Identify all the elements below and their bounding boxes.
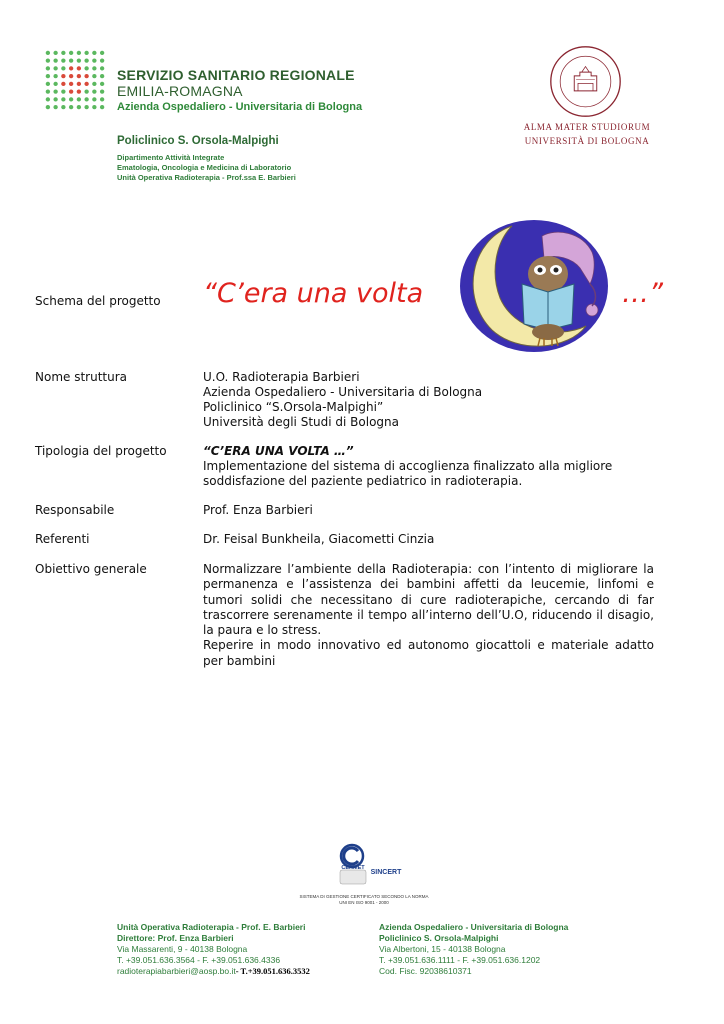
schema-label: Schema del progetto: [35, 294, 161, 308]
logo-dot: [100, 74, 104, 78]
ssr-dot-logo: [44, 49, 106, 111]
obiettivo-paragraph-2: Reperire in modo innovativo ed autonomo giocattoli e materiale adatto per bambini: [203, 638, 654, 668]
policlinico-name: Policlinico S. Orsola-Malpighi: [117, 135, 279, 147]
ssr-title: SERVIZIO SANITARIO REGIONALE: [117, 67, 355, 83]
logo-dot: [100, 82, 104, 86]
logo-dot: [46, 51, 50, 55]
logo-dot: [53, 58, 57, 62]
sincert-label: SINCERT: [370, 869, 402, 876]
responsabile-value: [203, 503, 313, 518]
footer-left: [117, 922, 310, 977]
logo-dot: [92, 89, 96, 93]
row-label: Referenti: [35, 532, 90, 546]
university-name: [512, 120, 662, 148]
logo-dot: [61, 82, 65, 86]
logo-dot: [100, 89, 104, 93]
dept-line: Ematologia, Oncologia e Medicina di Laboratorio: [117, 163, 292, 172]
logo-dot: [84, 58, 88, 62]
logo-dot: [69, 66, 73, 70]
logo-dot: [92, 97, 96, 101]
row-label: Tipologia del progetto: [35, 444, 167, 458]
footer-director: Direttore: Prof. Enza Barbieri: [117, 933, 234, 943]
logo-dot: [53, 51, 57, 55]
footer-right: [379, 922, 568, 977]
obiettivo-paragraph-1: Normalizzare l’ambiente della Radioterapia: con l’intento di migliorare la permanenza e l’assistenza dei bambini affetti da leucemie, linfomi e tumori solidi che necessitano di cure radioterapiche, cercando di far trascorrere serenamente il tempo all’interno dell’U.O, riducendo il disagio, la paura e lo stress.: [203, 562, 654, 638]
logo-dot: [84, 105, 88, 109]
value-line: Azienda Ospedaliero - Universitaria di Bologna: [203, 385, 483, 399]
tipologia-title: “C’ERA UNA VOLTA …”: [203, 444, 354, 458]
logo-dot: [69, 97, 73, 101]
logo-dot: [61, 97, 65, 101]
logo-dot: [100, 66, 104, 70]
logo-dot: [61, 89, 65, 93]
logo-dot: [84, 82, 88, 86]
logo-dot: [77, 74, 81, 78]
referenti-value: [203, 532, 434, 547]
logo-dot: [77, 58, 81, 62]
value-line: Implementazione del sistema di accoglienza finalizzato alla migliore: [203, 459, 613, 473]
row-label: Obiettivo generale: [35, 562, 147, 576]
logo-dot: [61, 51, 65, 55]
dept-line: Dipartimento Attività Integrate: [117, 153, 225, 162]
row-label: Responsabile: [35, 503, 115, 517]
cert-line: UNI EN ISO 9001 - 2000: [339, 900, 389, 905]
logo-dot: [53, 105, 57, 109]
project-title-end: …”: [622, 278, 663, 309]
value-line: U.O. Radioterapia Barbieri: [203, 370, 360, 384]
footer-email-link[interactable]: radioterapiabarbieri@aosp.bo.it: [117, 966, 236, 976]
logo-dot: [61, 74, 65, 78]
logo-dot: [46, 74, 50, 78]
alma-line-1: ALMA MATER STUDIORUM: [523, 122, 651, 132]
logo-dot: [77, 105, 81, 109]
nome-struttura-value: [203, 370, 482, 430]
logo-dot: [84, 74, 88, 78]
logo-dot: [92, 82, 96, 86]
footer-unit: Unità Operativa Radioterapia - Prof. E. Barbieri: [117, 922, 306, 932]
logo-dot: [69, 105, 73, 109]
alma-line-2: UNIVERSITÀ DI BOLOGNA: [524, 136, 650, 146]
logo-dot: [77, 82, 81, 86]
project-title: “C’era una volta: [203, 278, 424, 309]
logo-dot: [100, 97, 104, 101]
logo-dot: [69, 74, 73, 78]
logo-dot: [69, 58, 73, 62]
footer-fiscal-code: Cod. Fisc. 92038610371: [379, 966, 472, 976]
footer-policlinico: Policlinico S. Orsola-Malpighi: [379, 933, 499, 943]
obiettivo-value: [203, 562, 654, 669]
logo-dot: [69, 51, 73, 55]
footer-extra-tel: - T.+39.051.636.3532: [235, 966, 310, 976]
logo-dot: [77, 89, 81, 93]
logo-dot: [53, 74, 57, 78]
logo-dot: [77, 66, 81, 70]
logo-dot: [46, 89, 50, 93]
ssr-region: EMILIA-ROMAGNA: [117, 83, 243, 99]
logo-dot: [84, 89, 88, 93]
logo-dot: [46, 97, 50, 101]
footer-phone: T. +39.051.636.3564 - F. +39.051.636.4336: [117, 955, 281, 965]
logo-dot: [53, 82, 57, 86]
cert-line: SISTEMA DI GESTIONE CERTIFICATO SECONDO LA NORMA: [299, 894, 429, 899]
logo-dot: [77, 97, 81, 101]
logo-dot: [46, 105, 50, 109]
logo-dot: [69, 82, 73, 86]
logo-dot: [84, 66, 88, 70]
logo-dot: [84, 97, 88, 101]
dept-line: Unità Operativa Radioterapia - Prof.ssa E. Barbieri: [117, 173, 296, 182]
logo-dot: [92, 58, 96, 62]
logo-dot: [53, 97, 57, 101]
logo-dot: [100, 105, 104, 109]
logo-dot: [69, 89, 73, 93]
footer-address: Via Albertoni, 15 - 40138 Bologna: [379, 944, 506, 954]
logo-dot: [92, 51, 96, 55]
logo-dot: [53, 89, 57, 93]
footer-phone: T. +39.051.636.1111 - F. +39.051.636.1202: [379, 955, 541, 965]
certification-logo: [334, 842, 406, 890]
logo-dot: [53, 66, 57, 70]
footer-azienda: Azienda Ospedaliero - Universitaria di Bologna: [379, 922, 569, 932]
cermet-label: CERMET: [341, 865, 365, 871]
value-line: Prof. Enza Barbieri: [203, 503, 313, 517]
logo-dot: [92, 105, 96, 109]
row-label: Nome struttura: [35, 370, 128, 384]
logo-dot: [100, 58, 104, 62]
value-line: soddisfazione del paziente pediatrico in radioterapia.: [203, 474, 523, 488]
value-line: Dr. Feisal Bunkheila, Giacometti Cinzia: [203, 532, 435, 546]
logo-dot: [92, 74, 96, 78]
logo-dot: [46, 82, 50, 86]
logo-dot: [61, 66, 65, 70]
logo-dot: [77, 51, 81, 55]
university-seal-icon: [548, 44, 623, 119]
certification-text: [294, 894, 434, 906]
logo-dot: [61, 58, 65, 62]
logo-dot: [84, 51, 88, 55]
value-line: Università degli Studi di Bologna: [203, 415, 399, 429]
logo-dot: [100, 51, 104, 55]
footer-address: Via Massarenti, 9 - 40138 Bologna: [117, 944, 248, 954]
logo-dot: [46, 66, 50, 70]
owl-moon-illustration: [452, 218, 612, 358]
logo-dot: [92, 66, 96, 70]
logo-dot: [61, 105, 65, 109]
value-line: Policlinico “S.Orsola-Malpighi”: [203, 400, 384, 414]
tipologia-value: [203, 444, 612, 489]
logo-dot: [46, 58, 50, 62]
ssr-azienda: Azienda Ospedaliero - Universitaria di Bologna: [117, 101, 363, 113]
